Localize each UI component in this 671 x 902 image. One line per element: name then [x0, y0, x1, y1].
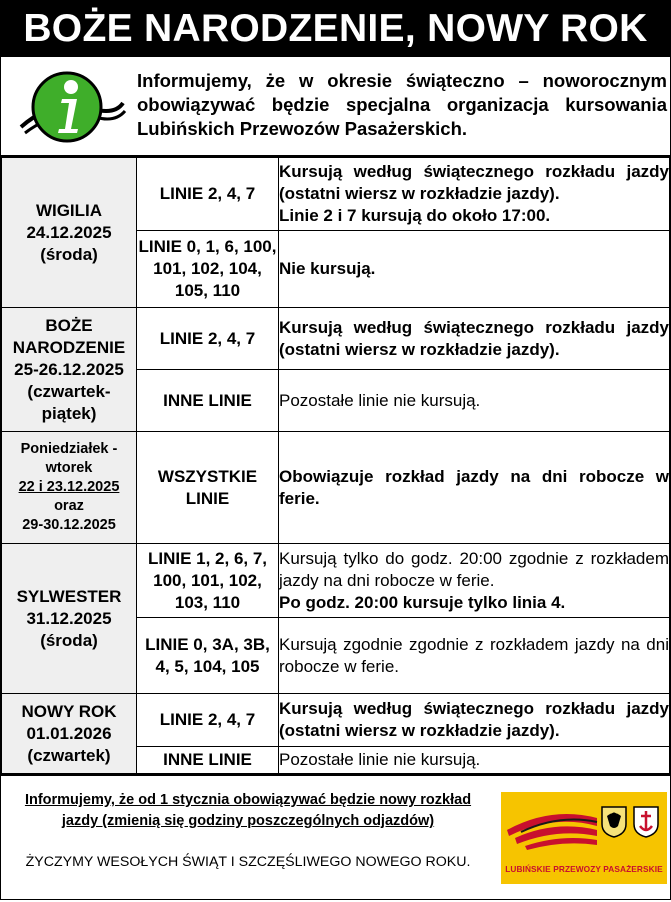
- desc-cell: Kursują według świątecznego rozkładu jazdy (ostatni wiersz w rozkładzie jazdy).: [279, 694, 670, 747]
- desc-text: Linie 2 i 7 kursują do około 17:00.: [279, 206, 551, 225]
- desc-text: Po godz. 20:00 kursuje tylko linia 4.: [279, 592, 566, 612]
- lines-cell: LINIE 2, 4, 7: [137, 308, 279, 370]
- day-weekday: (czwartek-: [27, 381, 111, 401]
- day-date: 01.01.2026: [26, 723, 112, 743]
- intro-text: Informujemy, że w okresie świąteczno – noworocznym obowiązywać będzie specjalna organizacja kursowania Lubińskich Przewozów Pasażerskich.: [137, 70, 667, 139]
- desc-cell: Kursują według świątecznego rozkładu jazdy (ostatni wiersz w rozkładzie jazdy).: [279, 308, 670, 370]
- day-cell-robocze: [2, 432, 137, 544]
- desc-cell: Nie kursują.: [279, 231, 670, 308]
- day-name: NOWY ROK: [21, 701, 117, 721]
- company-logo: [501, 792, 667, 884]
- day-date: 31.12.2025: [26, 608, 112, 628]
- day-weekday: (środa): [40, 244, 98, 264]
- day-cell-sylwester: [2, 544, 137, 694]
- day-date: 25-26.12.2025: [14, 359, 124, 379]
- day-name: wtorek: [45, 460, 93, 476]
- desc-cell: [279, 158, 670, 231]
- lines-cell: LINIE 2, 4, 7: [137, 158, 279, 231]
- lines-cell: INNE LINIE: [137, 747, 279, 774]
- timetable-notice: Informujemy, że od 1 stycznia obowiązywać będzie nowy rozkład jazdy (zmienią się godziny poszczególnych odjazdów): [24, 792, 472, 829]
- day-name: Poniedziałek -: [20, 441, 118, 457]
- lines-cell: LINIE 0, 1, 6, 100, 101, 102, 104, 105, 110: [137, 231, 279, 308]
- table-row: [2, 544, 670, 618]
- day-joiner: oraz: [54, 498, 84, 514]
- table-row: [2, 158, 670, 231]
- lines-cell: [137, 432, 279, 544]
- lines-cell: INNE LINIE: [137, 370, 279, 432]
- day-name: WIGILIA: [35, 200, 103, 220]
- desc-cell: Pozostałe linie nie kursują.: [279, 370, 670, 432]
- info-icon: [15, 67, 127, 151]
- schedule-table: [1, 157, 670, 774]
- desc-text: Kursują tylko do godz. 20:00 zgodnie z rozkładem jazdy na dni robocze w ferie.: [279, 548, 669, 590]
- day-cell-boze-narodzenie: [2, 308, 137, 432]
- lines-cell: LINIE 2, 4, 7: [137, 694, 279, 747]
- table-row: [2, 432, 670, 544]
- day-weekday: (środa): [40, 630, 98, 650]
- intro-section: [1, 57, 670, 157]
- desc-cell: Kursują zgodnie zgodnie z rozkładem jazdy na dni robocze w ferie.: [279, 618, 670, 694]
- day-weekday: piątek): [41, 403, 97, 423]
- coat-of-arms-city-icon: [633, 806, 659, 838]
- day-date: 29-30.12.2025: [22, 517, 116, 533]
- desc-cell: [279, 544, 670, 618]
- day-name: SYLWESTER: [16, 586, 122, 606]
- desc-cell: Obowiązuje rozkład jazdy na dni robocze w ferie.: [279, 432, 670, 544]
- day-name: BOŻE: [45, 315, 93, 335]
- lines-cell: LINIE 0, 3A, 3B, 4, 5, 104, 105: [137, 618, 279, 694]
- logo-text: LUBIŃSKIE PRZEWOZY PASAŻERSKIE: [505, 864, 663, 874]
- day-date: 22 i 23.12.2025: [18, 479, 120, 495]
- day-weekday: (czwartek): [27, 745, 111, 765]
- lines-text: LINIE: [185, 488, 230, 508]
- footer: [1, 774, 670, 902]
- page-title: BOŻE NARODZENIE, NOWY ROK: [1, 1, 670, 57]
- coat-of-arms-eagle-icon: [601, 806, 627, 838]
- lines-text: WSZYSTKIE: [157, 466, 258, 486]
- desc-text: Kursują według świątecznego rozkładu jazdy (ostatni wiersz w rozkładzie jazdy).: [279, 162, 669, 203]
- table-row: [2, 308, 670, 370]
- lines-cell: LINIE 1, 2, 6, 7, 100, 101, 102, 103, 110: [137, 544, 279, 618]
- day-cell-nowy-rok: [2, 694, 137, 774]
- table-row: [2, 694, 670, 747]
- day-cell-wigilia: [2, 158, 137, 308]
- day-name: NARODZENIE: [12, 337, 126, 357]
- day-date: 24.12.2025: [26, 222, 112, 242]
- desc-cell: Pozostałe linie nie kursują.: [279, 747, 670, 774]
- season-wishes: ŻYCZYMY WESOŁYCH ŚWIĄT I SZCZĘŚLIWEGO NOWEGO ROKU.: [25, 854, 471, 870]
